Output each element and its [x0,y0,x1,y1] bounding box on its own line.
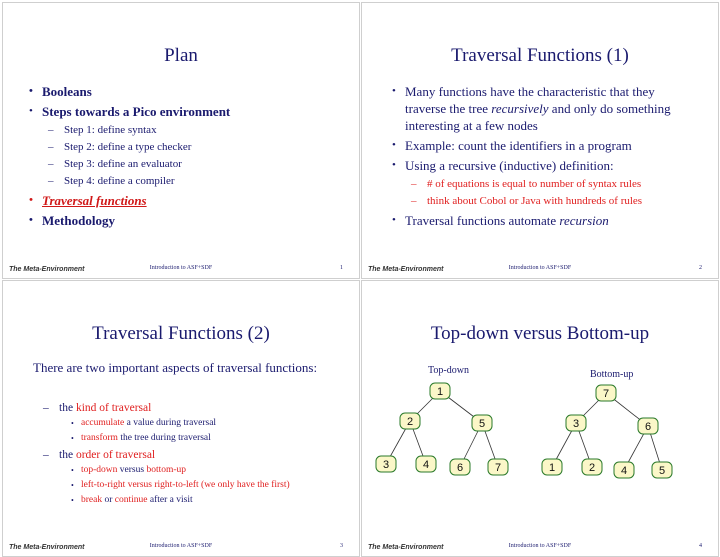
order-topdown [71,463,337,478]
tree-nodes [376,383,672,478]
slide-number: 1 [340,265,343,271]
slide-footer [3,534,359,556]
bullet-traversal-functions: • Traversal functions [29,192,230,209]
bottomup-node-label: 3 [572,418,580,430]
text: Traversal functions automate [405,213,560,228]
plan-list [29,83,230,232]
text-red: transform [81,433,118,443]
logo-text: The Meta-Environment [9,544,85,551]
step-item: – Step 3: define an evaluator [48,156,230,172]
text: and only do something interesting at a few nodes [405,101,671,133]
footer-text: Introduction to ASF+SDF [149,265,213,271]
bottomup-node-label: 1 [548,462,556,474]
step-item: – Step 1: define syntax [48,122,230,138]
text: versus [117,465,147,475]
kind-transform [71,431,337,446]
topdown-node-label: 2 [406,416,414,428]
kind-sublist [59,416,337,446]
intro-text: There are two important aspects of traversal functions: [33,360,318,375]
sub-equations: – # of equations is equal to number of syntax rules [411,176,692,192]
slide-title: Plan [164,45,198,66]
step-item: – Step 4: define a compiler [48,173,230,189]
text: Many functions have the characteristic that they traverse the tree [405,84,655,116]
logo-text: The Meta-Environment [9,266,85,273]
text: the [59,402,76,414]
bottomup-node-label: 4 [620,465,628,477]
recursive-sublist [405,176,692,209]
text-red: accumulate [81,418,125,428]
step-item: – Step 2: define a type checker [48,139,230,155]
bullet-steps [29,103,230,189]
bottomup-node-label: 2 [588,462,596,474]
text-red: order of traversal [75,449,156,461]
text-red: continue [114,495,148,505]
logo-text: The Meta-Environment [368,544,444,551]
topdown-node-label: 4 [422,459,430,471]
order-left-right [71,478,337,493]
slide-title: Top-down versus Bottom-up [430,323,650,344]
text: after a visit [147,495,193,505]
bullet-characteristic [392,83,692,134]
text: or [102,495,115,505]
text-emphasis: recursively [491,101,549,116]
aspects-list [37,399,337,509]
text-red: top-down [81,465,118,475]
label-bottomup: Bottom-up [590,369,634,380]
bottomup-node-label: 5 [658,465,666,477]
bullet-recursive [392,157,692,209]
text-emphasis: recursion [559,213,609,228]
slide-footer [362,256,718,278]
text-red: kind of traversal [75,402,152,414]
logo-text: The Meta-Environment [368,266,444,273]
text: a value during traversal [124,418,217,428]
footer-text: Introduction to ASF+SDF [508,543,572,549]
text: the [59,449,76,461]
slide-title: Traversal Functions (1) [451,45,629,66]
slide-footer [362,534,718,556]
bullet-automate [392,212,692,229]
slide-4 [361,280,719,557]
text: the tree during traversal [117,433,211,443]
footer-text: Introduction to ASF+SDF [149,543,213,549]
topdown-node-label: 5 [478,418,486,430]
topdown-node-label: 7 [494,462,502,474]
slide-footer [3,256,359,278]
bullet-booleans: • Booleans [29,83,230,100]
tree-diagram [362,361,718,511]
traversal1-list [392,83,692,232]
text-red: break [81,495,103,505]
kind-accumulate [71,416,337,431]
order-sublist [59,463,337,508]
label-topdown: Top-down [428,365,469,376]
text: Using a recursive (inductive) definition: [405,158,614,173]
text-red: left-to-right versus right-to-left (we only have the first) [81,480,290,490]
bottomup-node-label: 6 [644,421,652,433]
topdown-node-label: 1 [436,386,444,398]
bullet-example: • Example: count the identifiers in a program [392,137,692,154]
topdown-node-label: 6 [456,462,464,474]
slide-number: 3 [340,543,343,549]
text-red: bottom-up [146,465,187,475]
slide-title: Traversal Functions (2) [92,323,270,344]
aspect-order [43,447,337,508]
bottomup-node-label: 7 [602,388,610,400]
footer-text: Introduction to ASF+SDF [508,265,572,271]
aspect-kind [43,400,337,446]
bullet-methodology: • Methodology [29,212,230,229]
slide-number: 4 [699,543,702,549]
order-break-continue [71,493,337,508]
slide-number: 2 [699,265,702,271]
bullet-steps-label: Steps towards a Pico environment [42,104,231,119]
topdown-node-label: 3 [382,459,390,471]
slide-2 [361,2,719,279]
steps-list [42,122,230,189]
slide-3 [2,280,360,557]
slide-1 [2,2,360,279]
sub-cobol-java: – think about Cobol or Java with hundreds of rules [411,193,692,209]
